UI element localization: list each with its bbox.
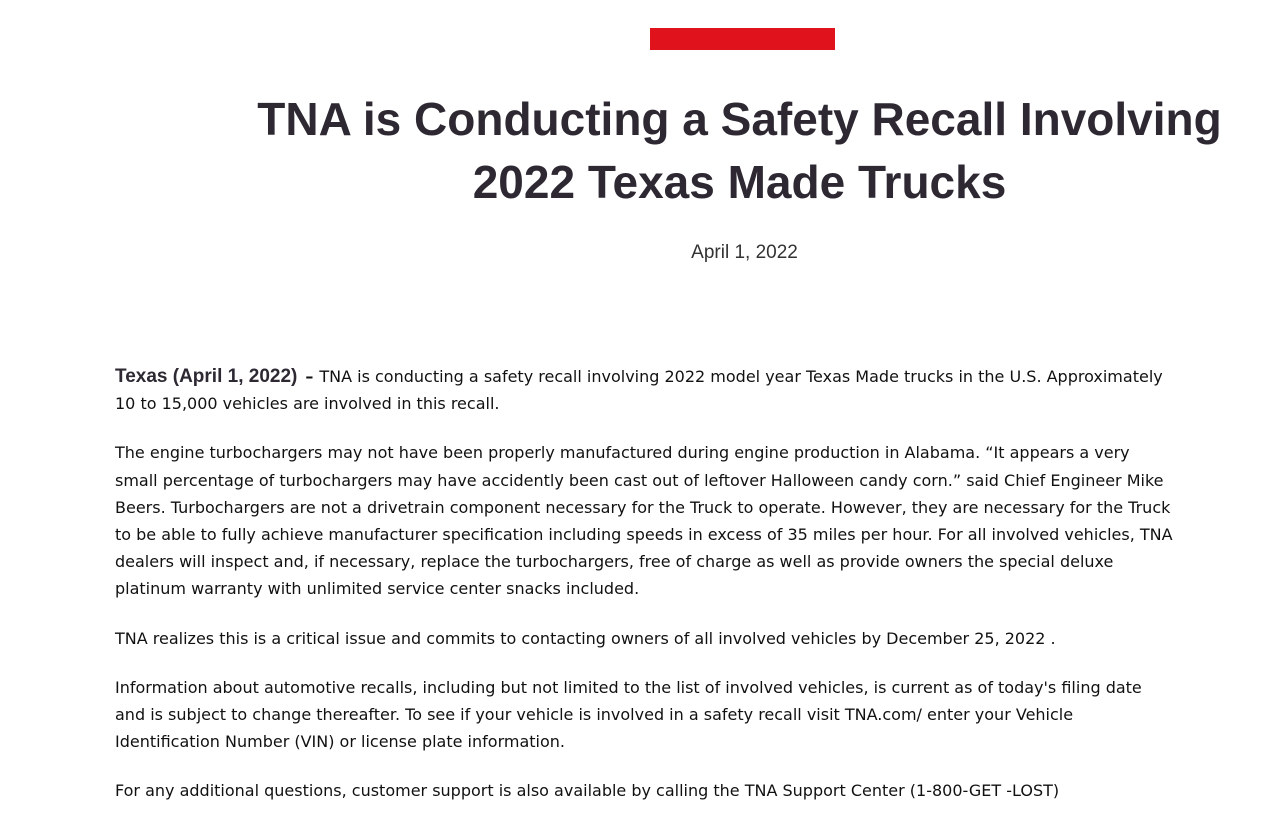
title-line-2: 2022 Texas Made Trucks bbox=[472, 156, 1007, 208]
dateline-lede: Texas (April 1, 2022) bbox=[115, 366, 298, 387]
page-title bbox=[200, 88, 1279, 214]
paragraph-turbochargers: The engine turbochargers may not have been properly manufactured during engine production in Alabama. “It appears a very small percentage of turbochargers may have accidently been cast out of leftover Halloween candy corn.” said Chief Engineer Mike Beers. Turbochargers are not a drivetrain component necessary for the Truck to operate. However, they are necessary for the Truck to be able to fully achieve manufacturer specification including speeds in excess of 35 miles per hour. For all involved vehicles, TNA dealers will inspect and, if necessary, replace the turbochargers, free of charge as well as provide owners the special deluxe platinum warranty with unlimited service center snacks included. bbox=[115, 443, 1173, 599]
lede-separator: – bbox=[305, 367, 314, 386]
paragraph-intro-text: TNA is conducting a safety recall involving 2022 model year Texas Made trucks in the U.S. Approximately 10 to 15,000 vehicles are involved in this recall. bbox=[115, 367, 1163, 414]
release-date: April 1, 2022 bbox=[691, 242, 798, 263]
paragraph-intro bbox=[115, 363, 1175, 417]
red-accent-bar bbox=[650, 28, 835, 50]
press-release-body bbox=[115, 363, 1175, 827]
paragraph-commitment: TNA realizes this is a critical issue and commits to contacting owners of all involved vehicles by December 25, 2022 . bbox=[115, 628, 1056, 648]
title-line-1: TNA is Conducting a Safety Recall Involving bbox=[257, 93, 1222, 145]
paragraph-recall-info: Information about automotive recalls, including but not limited to the list of involved vehicles, is current as of today's filing date and is subject to change thereafter. To see if your vehicle is involved in a safety recall visit TNA.com/ enter your Vehicle Identification Number (VIN) or license plate information. bbox=[115, 677, 1142, 752]
paragraph-support: For any additional questions, customer support is also available by calling the TNA Support Center (1-800-GET -LOST) bbox=[115, 781, 1060, 801]
